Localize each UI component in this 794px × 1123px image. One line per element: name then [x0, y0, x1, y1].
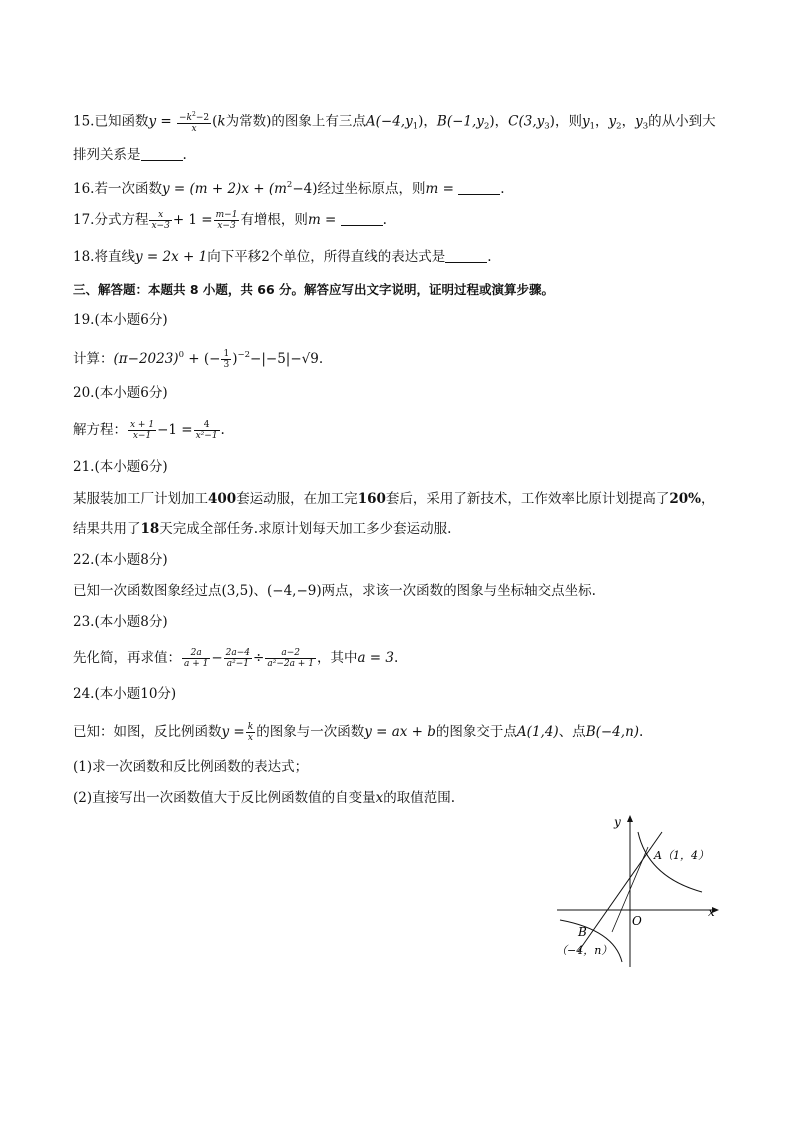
- q15-line1: 15.已知函数y = $\frac{-k^2-2}{x}$ (k为常数)的图象上有三点$A(-4,y_1)$，$B(-1,y_2)$，$C(3,y_3)$，则$y_1$，$y_2$，$y_3$的从小到大: [73, 111, 716, 134]
- q24-text: 已知：如图，反比例函数: [73, 724, 222, 740]
- q15-k: k: [217, 113, 226, 130]
- q18-line: [73, 248, 492, 266]
- linear-function-line: [578, 832, 662, 952]
- q21-num: 400: [208, 491, 237, 507]
- q15-point-a: A(−4,y: [365, 113, 413, 130]
- q24-text2: 的图象与一次函数: [256, 724, 365, 740]
- q15-text2: 为常数)的图象上有三点: [225, 113, 366, 130]
- q15-text4: 排列关系是: [73, 147, 141, 163]
- point-b-label: B: [578, 925, 587, 939]
- q21-text: ，: [701, 491, 715, 507]
- q15-sep: )，: [489, 113, 509, 130]
- q24-part1: (1)求一次函数和反比例函数的表达式；: [73, 759, 309, 775]
- q15-point-b: B(−1,y: [436, 113, 484, 130]
- q21-text: 某服装加工厂计划加工: [73, 491, 208, 507]
- q15-text3: 的从小到大: [648, 113, 716, 130]
- q20-head: 20.(本小题6分): [73, 385, 168, 401]
- q24-x: x: [375, 790, 384, 806]
- q15-sub: 3: [544, 121, 550, 132]
- q21-text: 天完成全部任务.求原计划每天加工多少套运动服.: [159, 521, 452, 537]
- q15-sub: 2: [483, 121, 490, 132]
- section-header: 三、解答题：本题共 8 小题，共 66 分。解答应写出文字说明，证明过程或演算步骤。: [73, 282, 555, 297]
- q23-op: −: [211, 650, 223, 666]
- answer-blank[interactable]: [458, 182, 500, 195]
- q19-expr2: + (−: [184, 351, 221, 367]
- point-b-coord: （−4，n）: [556, 944, 613, 957]
- q23-end: .: [394, 650, 399, 666]
- q15-text: 15.已知函数: [73, 113, 149, 130]
- q15-y3: y: [635, 113, 643, 130]
- q21-num: 20%: [669, 491, 701, 507]
- q23-frac1: $\frac{2a}{a + 1}$: [184, 648, 209, 669]
- origin-label: O: [632, 914, 642, 928]
- q16-end: .: [500, 181, 505, 197]
- q19-expr4: −|−5|−√9: [250, 351, 319, 367]
- q21-text: 套后，采用了新技术，工作效率比原计划提高了: [385, 491, 670, 507]
- q16-expr: y = (m + 2)x + (m: [161, 181, 287, 197]
- q19-expr3: ): [232, 351, 238, 367]
- q23-cond: a = 3: [357, 650, 394, 666]
- q24-text4: 、点: [558, 724, 586, 740]
- q21-line1: [73, 490, 715, 508]
- q15-end: .: [182, 147, 187, 163]
- q16-m: m =: [425, 181, 454, 197]
- q20-text: 解方程：: [73, 422, 127, 438]
- q17-m: m =: [307, 212, 337, 228]
- q23-line: [73, 648, 398, 669]
- q21-num: 160: [357, 491, 386, 507]
- q23-frac3: $\frac{a-2}{\text{a²−2a + 1}}$: [267, 648, 314, 669]
- q16-text: 16.若一次函数: [73, 181, 162, 197]
- q19-end: .: [318, 351, 324, 367]
- point-a-label: A（1，4）: [654, 849, 709, 862]
- q19-head: 19.(本小题6分): [73, 312, 168, 328]
- q20-frac1: $\frac{x + 1}{x-1}$: [130, 420, 155, 441]
- q15-point-c: C(3,y: [508, 113, 545, 130]
- q15-y: y =: [148, 113, 177, 130]
- q24-line1: [73, 722, 643, 743]
- q15-sep: )，: [418, 113, 437, 130]
- q24-head: 24.(本小题10分): [73, 686, 177, 702]
- q15-sub: 2: [616, 121, 622, 132]
- q18-text: 18.将直线: [73, 249, 135, 265]
- q19-text: 计算：: [73, 351, 114, 367]
- q20-line: [73, 420, 225, 441]
- function-graph-figure: [552, 812, 732, 972]
- q24-text5: (2)直接写出一次函数值大于反比例函数值的自变量: [73, 790, 376, 806]
- q16-expr2: −4): [292, 181, 318, 197]
- q15-y2: y: [608, 113, 617, 130]
- q21-text: 结果共用了: [73, 521, 141, 537]
- q17-line: [73, 210, 387, 231]
- q19-sup: 0: [178, 350, 184, 360]
- q21-head: 21.(本小题6分): [73, 459, 168, 475]
- q21-text: 套运动服，在加工完: [236, 491, 358, 507]
- x-axis-label: x: [708, 905, 715, 919]
- q17-frac1: $\frac{x}{x-3}$: [151, 210, 170, 231]
- q15-sep: ，: [621, 113, 636, 130]
- hyperbola-branch-q1: [638, 832, 702, 892]
- answer-blank[interactable]: [141, 148, 183, 161]
- q15-sub: 1: [589, 121, 596, 132]
- q24-point-a: A(1,4): [516, 724, 559, 740]
- q15-sub: 3: [642, 121, 649, 132]
- q24-linear: y = ax + b: [364, 724, 436, 740]
- q15-sep: )，则: [549, 113, 582, 130]
- q18-end: .: [487, 249, 492, 265]
- q24-end: .: [639, 724, 644, 740]
- q21-line2: [73, 520, 451, 538]
- q23-text: 先化简，再求值：: [73, 650, 181, 666]
- q15-sub: 1: [412, 121, 419, 132]
- q24-text6: 的取值范围.: [383, 790, 456, 806]
- q19-frac: $\frac{1}{3}$: [223, 349, 230, 370]
- q22-line: 已知一次函数图象经过点(3,5)、(−4,−9)两点，求该一次函数的图象与坐标轴交点坐标.: [73, 583, 596, 599]
- q19-expr1: (π−2023): [113, 351, 179, 367]
- q15-y1: y: [581, 113, 590, 130]
- q24-frac: $\frac{k}{x}$: [247, 722, 254, 743]
- q16-line: [73, 176, 505, 198]
- q19-sup2: −2: [237, 350, 251, 360]
- q16-sup: 2: [286, 180, 293, 190]
- q20-end: .: [220, 422, 225, 438]
- q16-text2: 经过坐标原点，则: [317, 181, 426, 197]
- q19-line: [73, 346, 323, 370]
- q15-line2: [73, 146, 187, 164]
- q15-sep: ，: [595, 113, 609, 130]
- q21-num: 18: [140, 521, 160, 537]
- q17-text2: 有增根，则: [240, 212, 308, 228]
- q18-text2: 向下平移2个单位，所得直线的表达式是: [207, 249, 446, 265]
- q24-y: y =: [221, 724, 245, 740]
- answer-blank[interactable]: [445, 250, 487, 263]
- q17-mid: + 1 =: [172, 212, 213, 228]
- q17-frac2: $\frac{m-1}{x-3}$: [215, 210, 238, 231]
- q15-fraction: $\frac{-k^2-2}{x}$: [179, 111, 210, 134]
- q22-head: 22.(本小题8分): [73, 552, 168, 568]
- answer-blank[interactable]: [341, 213, 383, 226]
- q17-end: .: [382, 212, 387, 228]
- q24-point-b: B(−4,n): [585, 724, 640, 740]
- q23-frac2: $\frac{2a-4}{\text{a²−1}}$: [225, 648, 251, 669]
- y-axis-label: y: [614, 815, 621, 829]
- q23-head: 23.(本小题8分): [73, 614, 168, 630]
- y-axis-arrow: [627, 815, 633, 822]
- q24-part2: [73, 789, 455, 807]
- q20-mid: −1 =: [157, 422, 193, 438]
- q20-frac2: $\frac{4}{\text{x²−1}}$: [195, 420, 218, 441]
- q23-op: ÷: [253, 650, 265, 666]
- q17-text: 17.分式方程: [73, 212, 149, 228]
- q23-text2: ，其中: [316, 650, 358, 666]
- q18-expr: y = 2x + 1: [134, 249, 208, 265]
- q24-text3: 的图象交于点: [435, 724, 517, 740]
